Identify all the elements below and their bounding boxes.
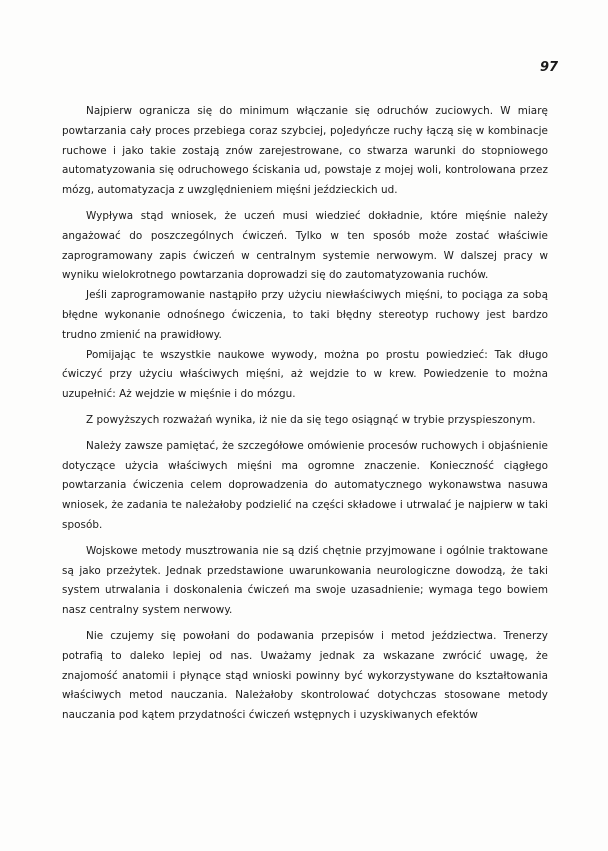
paragraph: Należy zawsze pamiętać, że szczegółowe omówienie procesów ruchowych i objaśnienie dotyczące użycia właściwych mięśni ma ogromne znaczenie. Konieczność ciągłego powtarzania ćwiczenia celem doprowadzenia do automatycznego wykonawstwa nasuwa wniosek, że zadania te należałoby podzielić na części składowe i utrwalać je najpierw w taki sposób. — [62, 439, 548, 531]
paragraph: Nie czujemy się powołani do podawania przepisów i metod jeździectwa. Trenerzy potrafią to daleko lepiej od nas. Uważamy jednak za wskazane zwrócić uwagę, że znajomość anatomii i płynące stąd wnioski powinny być wykorzystywane do kształtowania właściwych metod nauczania. Należałoby skontrolować dotychczas stosowane metody nauczania pod kątem przydatności ćwiczeń wstępnych i uzyskiwanych efektów — [62, 629, 548, 722]
paragraph: Z powyższych rozważań wynika, iż nie da się tego osiągnąć w trybie przyspieszonym. — [86, 413, 536, 426]
paragraph: Jeśli zaprogramowanie nastąpiło przy użyciu niewłaściwych mięśni, to pociąga za sobą błędne wykonanie odnośnego ćwiczenia, to taki błędny stereotyp ruchowy jest bardzo trudno zmienić na prawidłowy. — [62, 289, 548, 341]
page-number: 97 — [540, 60, 559, 75]
body-text — [62, 102, 548, 726]
paragraph: Wojskowe metody musztrowania nie są dziś chętnie przyjmowane i ogólnie traktowane są jako przeżytek. Jednak przedstawione uwarunkowania neurologiczne dowodzą, że taki system utrwalania i doskonalenia ćwiczeń ma swoje uzasadnienie; wymaga tego bowiem nasz centralny system nerwowy. — [62, 544, 548, 617]
paragraph: Najpierw ogranicza się do minimum włączanie się odruchów zuciowych. W miarę powtarzania cały proces przebiega coraz szybciej, poJedyńcze ruchy łączą się w kombinacje ruchowe i jako takie zostają znów zarejestrowane, co stwarza warunki do stopniowego automatyzowania się odruchowego ściskania ud, powstaje z mojej woli, kontrolowana przez mózg, automatyzacja z uwzględnieniem mięśni jeździeckich ud. — [62, 105, 548, 197]
paragraph: Wypływa stąd wniosek, że uczeń musi wiedzieć dokładnie, które mięśnie należy angażować do poszczególnych ćwiczeń. Tylko w ten sposób może zostać właściwie zaprogramowany zapis ćwiczeń w centralnym systemie nerwowym. W dalszej pracy w wyniku wielokrotnego powtarzania doprowadzi się do zautomatyzowania ruchów. — [62, 209, 548, 282]
paragraph: Pomijając te wszystkie naukowe wywody, można po prostu powiedzieć: Tak długo ćwiczyć przy użyciu właściwych mięśni, aż wejdzie to w krew. Powiedzenie to można uzupełnić: Aż wejdzie w mięśnie i do mózgu. — [62, 348, 548, 401]
